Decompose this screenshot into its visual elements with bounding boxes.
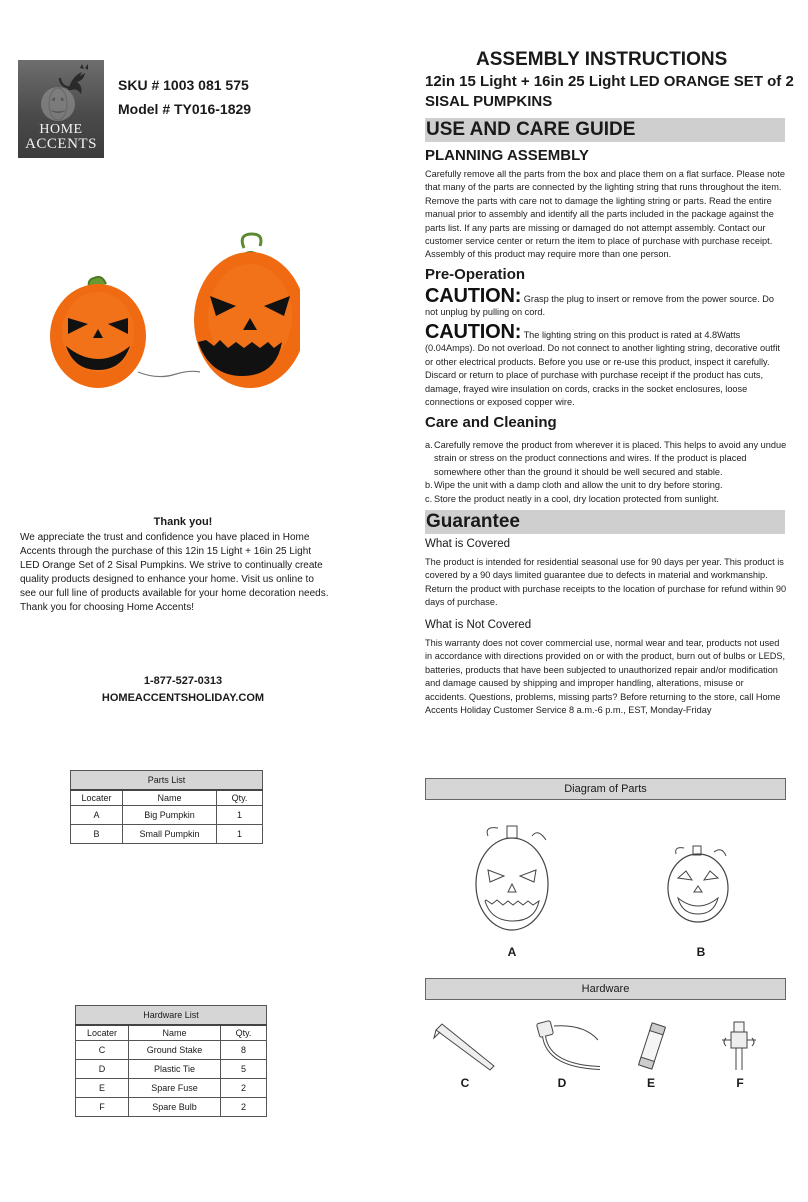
cell-qty: 2 — [221, 1079, 267, 1098]
product-photo-pumpkins — [38, 232, 300, 402]
list-item — [425, 439, 787, 479]
plastic-tie-drawing — [530, 1016, 606, 1074]
list-item-letter: b. — [425, 480, 433, 491]
care-cleaning-heading: Care and Cleaning — [425, 414, 557, 431]
cell-name: Spare Fuse — [129, 1079, 221, 1098]
hardware-label-e: E — [646, 1076, 655, 1090]
table-row — [76, 1060, 267, 1079]
product-title: 12in 15 Light + 16in 25 Light LED ORANGE SET of 2 SISAL PUMPKINS — [425, 73, 794, 110]
header-locater: Locater — [71, 790, 123, 806]
part-label-a: A — [507, 945, 517, 959]
phone-number[interactable]: 1-877-527-0313 — [143, 675, 223, 687]
list-item — [425, 493, 787, 506]
header-name: Name — [129, 1025, 221, 1041]
caution-label: CAUTION: — [425, 285, 522, 307]
header-qty: Qty. — [217, 790, 263, 806]
what-is-covered-heading: What is Covered — [425, 538, 511, 550]
list-item-letter: a. — [425, 440, 433, 450]
hardware-label-d: D — [557, 1076, 567, 1090]
cell-qty: 5 — [221, 1060, 267, 1079]
cell-name: Plastic Tie — [129, 1060, 221, 1079]
care-cleaning-list — [425, 439, 787, 506]
spare-fuse-drawing — [636, 1020, 668, 1072]
caution-label: CAUTION: — [425, 321, 522, 343]
header-name: Name — [123, 790, 217, 806]
use-and-care-section-title: USE AND CARE GUIDE — [425, 118, 785, 142]
cell-name: Small Pumpkin — [123, 825, 217, 844]
what-is-not-covered-heading: What is Not Covered — [425, 619, 532, 631]
sku-number: SKU # 1003 081 575 — [118, 77, 249, 93]
logo-text-accents: ACCENTS — [25, 136, 97, 152]
part-label-b: B — [696, 945, 706, 959]
what-is-covered-text: The product is intended for residential seasonal use for 90 days per year. This product is covered by a 90 days limited guarantee due to defects in material and workmanship. Return the product with purchase receipts to the location of purchase for refund within 90 days of purchase. — [425, 557, 787, 608]
hardware-label-f: F — [736, 1076, 744, 1090]
parts-list-caption: Parts List — [71, 771, 263, 790]
header-qty: Qty. — [221, 1025, 267, 1041]
table-header-row — [76, 1025, 267, 1041]
hardware-list-table — [75, 1005, 267, 1117]
list-item-letter: c. — [425, 493, 433, 504]
table-row — [76, 1098, 267, 1117]
ground-stake-drawing — [430, 1020, 496, 1074]
small-pumpkin-drawing — [662, 842, 736, 926]
table-row — [76, 1041, 267, 1060]
cell-name: Spare Bulb — [129, 1098, 221, 1117]
big-pumpkin-drawing — [470, 822, 560, 934]
assembly-instructions-title: ASSEMBLY INSTRUCTIONS — [476, 49, 728, 70]
model-number: Model # TY016-1829 — [118, 101, 252, 117]
cell-name: Ground Stake — [129, 1041, 221, 1060]
hardware-header: Hardware — [425, 978, 786, 1000]
table-header-row — [71, 790, 263, 806]
website-link[interactable]: HOMEACCENTSHOLIDAY.COM — [101, 692, 265, 704]
thank-you-title: Thank you! — [153, 516, 213, 528]
what-is-not-covered-text: This warranty does not cover commercial use, normal wear and tear, products not used in accordance with directions provided on or with the product, burn out of bulbs or LEDS, batteries, products that have been subjected to unauthorized repair and/or modification and damage caused by shipping and improper handling, alterations, misuse or accidents. Questions, problems, missing parts? Before returning to the store, call Home Accents Holiday Customer Service 8 a.m.-6 p.m., EST, Monday-Friday — [425, 638, 786, 716]
cell-qty: 8 — [221, 1041, 267, 1060]
table-row — [71, 806, 263, 825]
home-accents-logo — [18, 60, 104, 158]
planning-assembly-heading: PLANNING ASSEMBLY — [425, 147, 589, 164]
cell-qty: 1 — [217, 825, 263, 844]
pre-operation-heading: Pre-Operation — [425, 266, 526, 283]
caution-plug-block — [425, 285, 787, 320]
big-pumpkin — [194, 234, 300, 388]
cell-qty: 2 — [221, 1098, 267, 1117]
cell-locater: D — [76, 1060, 129, 1079]
table-row — [71, 825, 263, 844]
hardware-label-c: C — [460, 1076, 470, 1090]
cell-locater: F — [76, 1098, 129, 1117]
thank-you-body: We appreciate the trust and confidence you have placed in Home Accents through the purchase of this 12in 15 Light + 16in 25 Light LED Orange Set of 2 Sisal Pumpkins. We strive to continually create quality products designed to enhance your home. Visit us online to see our full line of products available for your home decoration needs. Thank you for choosing Home Accents! — [20, 532, 329, 613]
cell-locater: E — [76, 1079, 129, 1098]
diagram-of-parts-header: Diagram of Parts — [425, 778, 786, 800]
hardware-list-caption: Hardware List — [76, 1006, 267, 1025]
small-pumpkin — [50, 277, 146, 388]
list-item — [425, 479, 787, 492]
planning-assembly-text: Carefully remove all the parts from the box and place them on a flat surface. Please note that many of the parts are connected by the lighting string that runs throughout the item. Remove the parts with care not to damage the lighting string or parts. Read the entire manual prior to assembly and identify all the parts included in the package against the parts list. If any parts are missing or damaged do not attempt assembly. Contact our customer service center or return the item to place of purchase with purchase receipt. Assembly of this product may require more than one person. — [425, 169, 786, 260]
caution-rating-text: The lighting string on this product is rated at 4.8Watts (0.04Amps). Do not overload. Do not connect to another lighting string, decorative outfit or other electrical products. Before you use or re-use this product, inspect it carefully. Discard or return to place of purchase with purchase receipt if the product has cuts, damage, frayed wire insulation on cords, cracks in the socket enclosures, loose connections or exposed copper wire. — [425, 330, 780, 408]
cell-locater: B — [71, 825, 123, 844]
cell-locater: C — [76, 1041, 129, 1060]
list-item-text: Wipe the unit with a damp cloth and allow the unit to dry before storing. — [434, 480, 723, 491]
header-locater: Locater — [76, 1025, 129, 1041]
guarantee-section-title: Guarantee — [425, 510, 785, 534]
parts-list-table — [70, 770, 263, 844]
list-item-text: Store the product neatly in a cool, dry location protected from sunlight. — [434, 493, 719, 504]
caution-plug-text: Grasp the plug to insert or remove from the power source. Do not unplug by pulling on cord. — [425, 294, 774, 318]
cell-qty: 1 — [217, 806, 263, 825]
cell-name: Big Pumpkin — [123, 806, 217, 825]
cell-locater: A — [71, 806, 123, 825]
spare-bulb-drawing — [718, 1018, 760, 1074]
logo-text-home: HOME — [39, 122, 83, 137]
list-item-text: Carefully remove the product from wherever it is placed. This helps to avoid any undue strain or stress on the product connections and wires. If the product is placed somewhere other than the ground it should be well secured and stable. — [434, 440, 787, 477]
table-row — [76, 1079, 267, 1098]
light-cord — [138, 371, 200, 376]
caution-rating-block — [425, 321, 787, 409]
